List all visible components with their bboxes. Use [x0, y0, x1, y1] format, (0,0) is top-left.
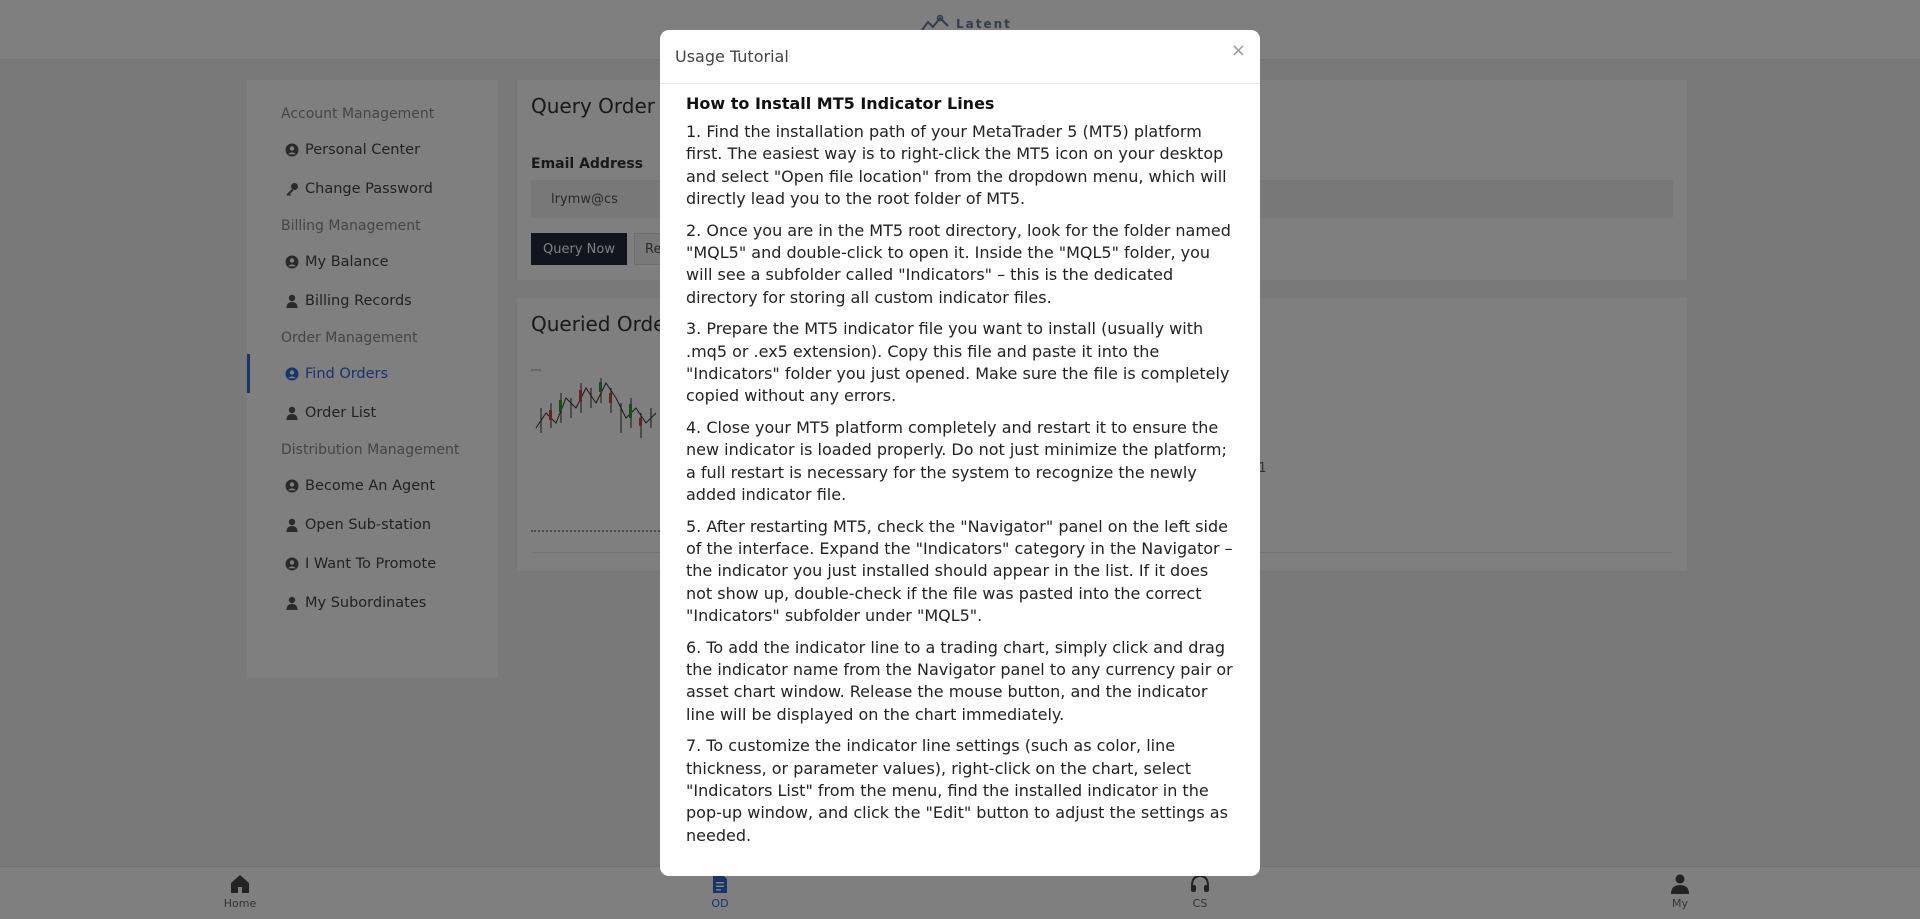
tutorial-step: 2. Once you are in the MT5 root directory, look for the folder named "MQL5" and double-click to open it. Inside the "MQL5" folder, you will see a subfolder called "Indicators" – this is the dedicated directory for storing all custom indicator files. — [686, 220, 1231, 307]
tutorial-step: 5. After restarting MT5, check the "Navigator" panel on the left side of the interface. Expand the "Indicators" category in the Navigator – the indicator you just installed should appear in the list. If it does not show up, double-check if the file was pasted into the correct "Indicators" subfolder under "MQL5". — [686, 516, 1233, 626]
tutorial-step: 3. Prepare the MT5 indicator file you want to install (usually with .mq5 or .ex5 extension). Copy this file and paste it into the "Indicators" folder you just opened. Make sure the file is completely copied without any errors. — [686, 319, 1230, 406]
close-button[interactable]: × — [1230, 40, 1246, 61]
tutorial-step: 4. Close your MT5 platform completely and restart it to ensure the new indicator is loaded properly. Do not just minimize the platform; a full restart is necessary for the system to recognize the newly added indicator file. — [686, 417, 1227, 505]
tutorial-step: 6. To add the indicator line to a trading chart, simply click and drag the indicator name from the Navigator panel to any currency pair or asset chart window. Release the mouse button, and the indicator line will be displayed on the chart immediately. — [686, 637, 1233, 724]
modal-header — [660, 30, 1260, 84]
usage-tutorial-modal — [660, 30, 1260, 876]
tutorial-step: 7. To customize the indicator line settings (such as color, line thickness, or parameter values), right-click on the chart, select "Indicators List" from the menu, find the installed indicator in the pop-up window, and click the "Edit" button to adjust the settings as needed. — [686, 736, 1228, 845]
tutorial-heading: How to Install MT5 Indicator Lines — [686, 94, 995, 113]
tutorial-step: 1. Find the installation path of your MetaTrader 5 (MT5) platform first. The easiest way is to right-click the MT5 icon on your desktop and select "Open file location" from the dropdown menu, which will directly lead you to the root folder of MT5. — [686, 122, 1227, 209]
modal-title: Usage Tutorial — [675, 47, 789, 66]
modal-body — [660, 84, 1260, 847]
